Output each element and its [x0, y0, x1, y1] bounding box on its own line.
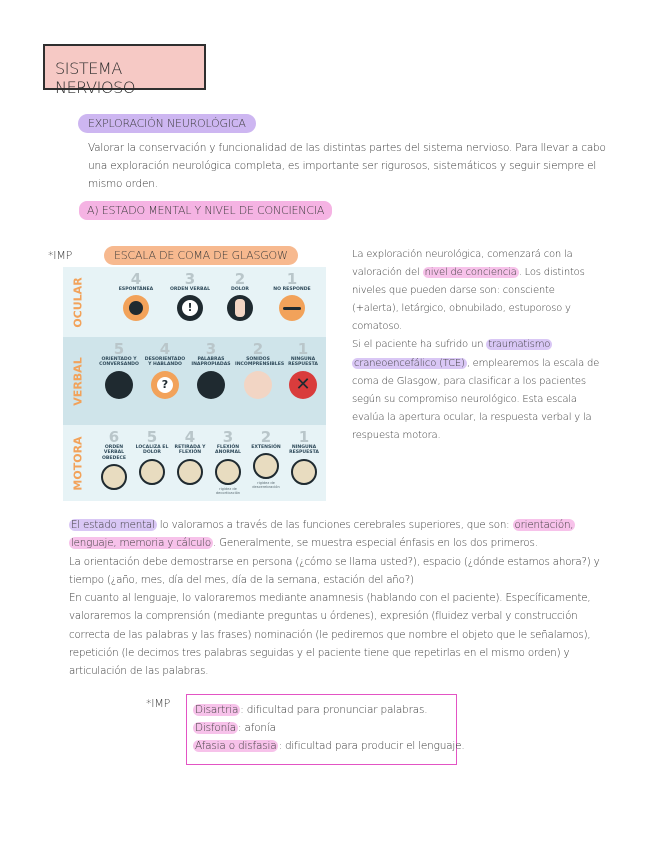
subsection-title [79, 201, 332, 220]
verbal-cell-2: 2 SONIDOS INCOMPRENSIBLES [235, 341, 281, 399]
no-response-icon: ✕ [289, 371, 317, 399]
eye-closed-icon [279, 295, 305, 321]
definition-afasia: Afasia o disfasia : dificultad para producir el lenguaje. [195, 740, 465, 752]
right-line-5: comatoso. [352, 321, 403, 333]
verbal-side-label: VERBAL [71, 356, 85, 406]
glasgow-title-text: ESCALA DE COMA DE GLASGOW [114, 249, 288, 262]
body-line-1: El estado mental lo valoramos a través de las funciones cerebrales superiores, que son: orientación, [71, 519, 574, 531]
speech-bubble-icon [105, 371, 133, 399]
question-icon: ? [151, 371, 179, 399]
motor-cell-3: 3 FLEXIÓN ANORMAL rigidez de decorticación [209, 429, 247, 495]
motor-cell-2: 2 EXTENSIÓN rigidez de descerebración [247, 429, 285, 489]
motor-side-label: MOTORA [71, 435, 85, 491]
imp-label: *IMP [48, 249, 73, 262]
verbal-cell-1: 1 NINGUNA RESPUESTA ✕ [283, 341, 323, 399]
right-line-7: craneoencefálico (TCE) , emplearemos la escala de [354, 357, 600, 369]
body-paragraph [69, 516, 600, 681]
right-line-11: respuesta motora. [352, 429, 441, 441]
imp-label-2: *IMP [146, 697, 171, 710]
motor-cell-1: 1 NINGUNA RESPUESTA [285, 429, 323, 485]
intro-paragraph [88, 139, 606, 194]
body-line-5: En cuanto al lenguaje, lo valoraremos mediante anamnesis (hablando con el paciente). Específicamente, [69, 592, 591, 605]
right-line-6: Si el paciente ha sufrido un traumatismo [352, 339, 551, 351]
right-line-3: niveles que pueden darse son: consciente [352, 285, 555, 297]
right-line-10: evalúa la apertura ocular, la respuesta verbal y la [352, 411, 592, 423]
ocular-side-label: OCULAR [71, 276, 85, 328]
pain-hand-icon [227, 295, 253, 321]
intro-line-3: mismo orden. [88, 178, 158, 191]
right-paragraph [352, 246, 599, 445]
body-icon [139, 459, 165, 485]
motor-band [63, 425, 326, 501]
right-line-4: (+alerta), letárgico, obnubilado, estuporoso y [352, 303, 571, 315]
verbal-cell-5: 5 ORIENTADO Y CONVERSANDO [97, 341, 141, 399]
right-line-2: valoración del nivel de conciencia . Los distintos [352, 267, 585, 279]
body-line-7: correcta de las palabras y las frases) nominación (le pediremos que nombre el objeto que le señalamos), [69, 628, 591, 641]
page-title: SISTEMA NERVIOSO [55, 59, 136, 97]
ocular-cell-2: 2 DOLOR [219, 271, 261, 321]
right-line-8: coma de Glasgow, para clasificar a los pacientes [352, 375, 586, 387]
motor-cell-4: 4 RETIRADA Y FLEXIÓN [171, 429, 209, 485]
glasgow-title [104, 246, 298, 265]
glasgow-scale-figure [63, 267, 326, 501]
eye-open-icon [123, 295, 149, 321]
body-line-8: repetición (le decimos tres palabras seguidas y el paciente tiene que repetirlas en el mismo orden) y [69, 647, 570, 660]
ear-icon [244, 371, 272, 399]
ocular-cell-1: 1 NO RESPONDE [267, 271, 317, 321]
body-line-6: valoraremos la comprensión (mediante preguntas u órdenes), expresión (fluidez verbal y construcción [69, 610, 578, 623]
body-line-4: tiempo (¿año, mes, día del mes, día de la semana, estación del año?) [69, 573, 414, 586]
ocular-band [63, 267, 326, 337]
motor-cell-5: 5 LOCALIZA EL DOLOR [133, 429, 171, 485]
verbal-cell-3: 3 PALABRAS INAPROPIADAS [189, 341, 233, 399]
body-icon [291, 459, 317, 485]
ocular-cell-3: 3 ORDEN VERBAL ! [167, 271, 213, 321]
right-line-9: según su compromiso neurológico. Esta escala [352, 393, 577, 405]
motor-cell-6: 6 ORDEN VERBAL OBEDECE [95, 429, 133, 490]
body-icon [101, 464, 127, 490]
page-title-box [43, 44, 206, 97]
section-title-text: EXPLORACIÓN NEUROLÓGICA [88, 117, 246, 130]
motor-note-1: rigidez de decorticación [215, 486, 241, 495]
body-line-2: lenguaje, memoria y cálculo . Generalmente, se muestra especial énfasis en los dos primeros. [71, 537, 538, 550]
body-line-3: La orientación debe demostrarse en persona (¿cómo se llama usted?), espacio (¿dónde estamos ahora?) y [69, 555, 600, 568]
subsection-title-text: A) ESTADO MENTAL Y NIVEL DE CONCIENCIA [87, 204, 325, 217]
definitions-box [186, 694, 465, 765]
body-line-9: articulación de las palabras. [69, 665, 209, 678]
intro-line-1: Valorar la conservación y funcionalidad de las distintas partes del sistema nervioso. Para llevar a cabo [88, 142, 606, 154]
motor-note-2: rigidez de descerebración [252, 481, 280, 490]
ocular-cell-4: 4 ESPONTÁNEA [115, 271, 157, 321]
alert-icon: ! [177, 295, 203, 321]
intro-line-2: una exploración neurológica completa, es importante ser rigurosos, sistemáticos y seguir siempre el [88, 160, 597, 173]
body-icon [215, 459, 241, 485]
words-icon [197, 371, 225, 399]
section-title [78, 114, 256, 133]
definition-disfonia: Disfonía : afonía [195, 722, 276, 734]
definition-disartria: Disartria : dificultad para pronunciar palabras. [195, 704, 428, 716]
body-icon [253, 453, 279, 479]
verbal-cell-4: 4 DESORIENTADO Y HABLANDO ? [143, 341, 187, 399]
body-icon [177, 459, 203, 485]
verbal-band [63, 337, 326, 425]
right-line-1: La exploración neurológica, comenzará con la [352, 249, 573, 260]
